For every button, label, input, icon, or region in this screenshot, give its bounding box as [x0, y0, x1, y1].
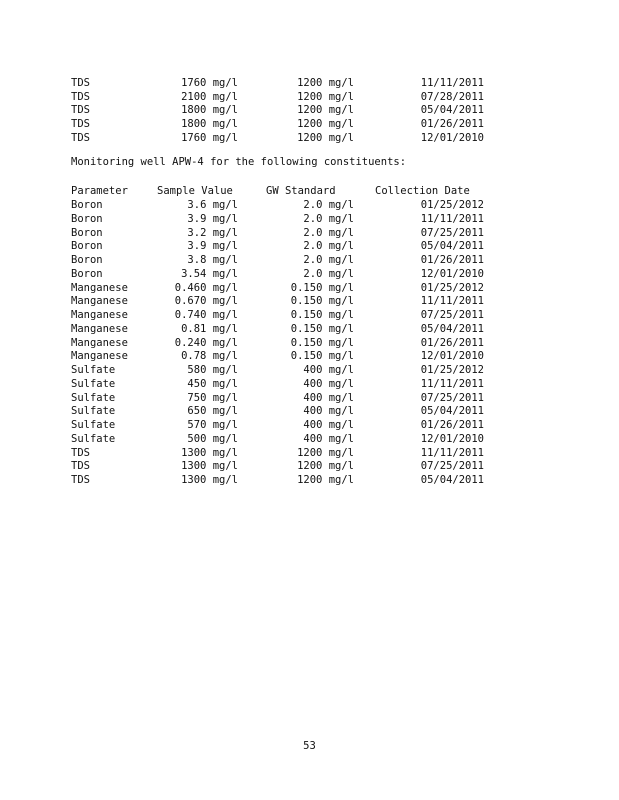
column-header-row [0, 184, 619, 198]
table-row [0, 267, 619, 281]
table-row [0, 391, 619, 405]
cell-sample-value: 1300 mg/l [181, 474, 238, 486]
cell-gw-standard: 400 mg/l [303, 377, 354, 390]
cell-sample-value: 750 mg/l [187, 391, 238, 404]
column-header-sample: Sample Value [157, 185, 233, 197]
cell-parameter: Manganese [71, 336, 128, 349]
cell-gw-standard: 1200 mg/l [297, 446, 354, 459]
cell-parameter: Boron [71, 199, 103, 211]
cell-sample-value: 3.2 mg/l [187, 226, 238, 239]
cell-collection-date: 01/25/2012 [420, 364, 484, 376]
column-header-date: Collection Date [375, 185, 470, 197]
table-row [0, 103, 619, 117]
cell-collection-date: 11/11/2011 [420, 77, 484, 89]
table-row [0, 90, 619, 104]
cell-sample-value: 0.81 mg/l [181, 322, 238, 335]
cell-parameter: Manganese [71, 281, 128, 294]
cell-gw-standard: 400 mg/l [303, 419, 354, 431]
cell-sample-value: 2100 mg/l [181, 90, 238, 103]
cell-parameter: Sulfate [71, 419, 116, 431]
cell-collection-date: 05/04/2011 [420, 405, 484, 418]
cell-sample-value: 1300 mg/l [181, 446, 238, 459]
cell-sample-value: 3.9 mg/l [187, 240, 238, 253]
cell-sample-value: 0.240 mg/l [174, 336, 238, 349]
cell-collection-date: 12/01/2010 [420, 131, 484, 144]
cell-sample-value: 1760 mg/l [181, 131, 238, 144]
cell-gw-standard: 2.0 mg/l [303, 199, 354, 211]
cell-parameter: TDS [71, 104, 90, 117]
cell-collection-date: 07/25/2011 [420, 226, 484, 239]
cell-gw-standard: 1200 mg/l [297, 90, 354, 103]
cell-gw-standard: 400 mg/l [303, 405, 354, 418]
table-row [0, 363, 619, 377]
cell-gw-standard: 0.150 mg/l [290, 309, 354, 321]
cell-parameter: Boron [71, 267, 103, 280]
cell-gw-standard: 2.0 mg/l [303, 212, 354, 225]
cell-collection-date: 07/25/2011 [420, 391, 484, 404]
table-row [0, 281, 619, 295]
table-row [0, 459, 619, 473]
cell-parameter: Sulfate [71, 391, 116, 404]
cell-parameter: TDS [71, 474, 90, 486]
column-header-parameter: Parameter [71, 185, 128, 197]
cell-sample-value: 500 mg/l [187, 432, 238, 445]
table-row [0, 404, 619, 418]
table-row [0, 446, 619, 460]
page-number: 53 [303, 740, 316, 752]
cell-sample-value: 0.740 mg/l [174, 309, 238, 321]
cell-gw-standard: 2.0 mg/l [303, 240, 354, 253]
cell-gw-standard: 1200 mg/l [297, 131, 354, 144]
cell-parameter: TDS [71, 118, 90, 131]
cell-sample-value: 580 mg/l [187, 364, 238, 376]
cell-collection-date: 01/26/2011 [420, 118, 484, 131]
cell-parameter: Sulfate [71, 432, 116, 445]
cell-collection-date: 11/11/2011 [420, 295, 484, 308]
cell-collection-date: 01/26/2011 [420, 254, 484, 266]
cell-sample-value: 450 mg/l [187, 377, 238, 390]
table-row [0, 308, 619, 322]
cell-sample-value: 0.670 mg/l [174, 295, 238, 308]
cell-collection-date: 05/04/2011 [420, 104, 484, 117]
cell-parameter: Manganese [71, 309, 128, 321]
table-row [0, 336, 619, 350]
section-heading: Monitoring well APW-4 for the following constituents: [71, 156, 407, 168]
cell-collection-date: 05/04/2011 [420, 322, 484, 335]
table-row [0, 418, 619, 432]
cell-parameter: TDS [71, 460, 90, 473]
cell-sample-value: 1300 mg/l [181, 460, 238, 473]
table-row [0, 473, 619, 487]
cell-collection-date: 01/26/2011 [420, 336, 484, 349]
cell-gw-standard: 400 mg/l [303, 391, 354, 404]
table-row [0, 131, 619, 145]
cell-collection-date: 11/11/2011 [420, 212, 484, 225]
cell-gw-standard: 2.0 mg/l [303, 254, 354, 266]
table-row [0, 226, 619, 240]
cell-gw-standard: 2.0 mg/l [303, 267, 354, 280]
cell-parameter: Boron [71, 226, 103, 239]
cell-parameter: Sulfate [71, 377, 116, 390]
cell-collection-date: 01/26/2011 [420, 419, 484, 431]
cell-gw-standard: 2.0 mg/l [303, 226, 354, 239]
cell-gw-standard: 1200 mg/l [297, 474, 354, 486]
cell-sample-value: 570 mg/l [187, 419, 238, 431]
table-row [0, 349, 619, 363]
cell-parameter: Manganese [71, 295, 128, 308]
cell-sample-value: 1760 mg/l [181, 77, 238, 89]
cell-gw-standard: 0.150 mg/l [290, 281, 354, 294]
table-row [0, 253, 619, 267]
cell-gw-standard: 1200 mg/l [297, 460, 354, 473]
cell-gw-standard: 0.150 mg/l [290, 350, 354, 363]
cell-parameter: Boron [71, 212, 103, 225]
column-header-standard: GW Standard [266, 185, 336, 197]
table-row [0, 377, 619, 391]
cell-parameter: Sulfate [71, 364, 116, 376]
table-row [0, 239, 619, 253]
cell-collection-date: 01/25/2012 [420, 281, 484, 294]
cell-parameter: Boron [71, 240, 103, 253]
cell-parameter: Boron [71, 254, 103, 266]
table-row [0, 198, 619, 212]
cell-collection-date: 12/01/2010 [420, 432, 484, 445]
cell-sample-value: 3.8 mg/l [187, 254, 238, 266]
cell-parameter: Sulfate [71, 405, 116, 418]
cell-gw-standard: 0.150 mg/l [290, 295, 354, 308]
cell-gw-standard: 1200 mg/l [297, 118, 354, 131]
table-row [0, 76, 619, 90]
cell-gw-standard: 1200 mg/l [297, 104, 354, 117]
table-row [0, 322, 619, 336]
table-row [0, 212, 619, 226]
cell-parameter: TDS [71, 131, 90, 144]
cell-collection-date: 12/01/2010 [420, 350, 484, 363]
cell-sample-value: 3.54 mg/l [181, 267, 238, 280]
cell-gw-standard: 0.150 mg/l [290, 336, 354, 349]
cell-collection-date: 07/28/2011 [420, 90, 484, 103]
table-row [0, 294, 619, 308]
cell-collection-date: 07/25/2011 [420, 460, 484, 473]
table-row [0, 432, 619, 446]
cell-gw-standard: 0.150 mg/l [290, 322, 354, 335]
cell-collection-date: 05/04/2011 [420, 474, 484, 486]
cell-parameter: Manganese [71, 322, 128, 335]
cell-collection-date: 12/01/2010 [420, 267, 484, 280]
cell-collection-date: 01/25/2012 [420, 199, 484, 211]
cell-gw-standard: 400 mg/l [303, 364, 354, 376]
cell-parameter: Manganese [71, 350, 128, 363]
cell-sample-value: 1800 mg/l [181, 104, 238, 117]
cell-sample-value: 0.78 mg/l [181, 350, 238, 363]
cell-sample-value: 3.6 mg/l [187, 199, 238, 211]
cell-gw-standard: 400 mg/l [303, 432, 354, 445]
cell-parameter: TDS [71, 446, 90, 459]
table-row [0, 117, 619, 131]
cell-collection-date: 07/25/2011 [420, 309, 484, 321]
cell-collection-date: 11/11/2011 [420, 446, 484, 459]
cell-parameter: TDS [71, 90, 90, 103]
cell-parameter: TDS [71, 77, 90, 89]
cell-collection-date: 11/11/2011 [420, 377, 484, 390]
cell-gw-standard: 1200 mg/l [297, 77, 354, 89]
cell-sample-value: 3.9 mg/l [187, 212, 238, 225]
cell-collection-date: 05/04/2011 [420, 240, 484, 253]
cell-sample-value: 650 mg/l [187, 405, 238, 418]
cell-sample-value: 0.460 mg/l [174, 281, 238, 294]
cell-sample-value: 1800 mg/l [181, 118, 238, 131]
